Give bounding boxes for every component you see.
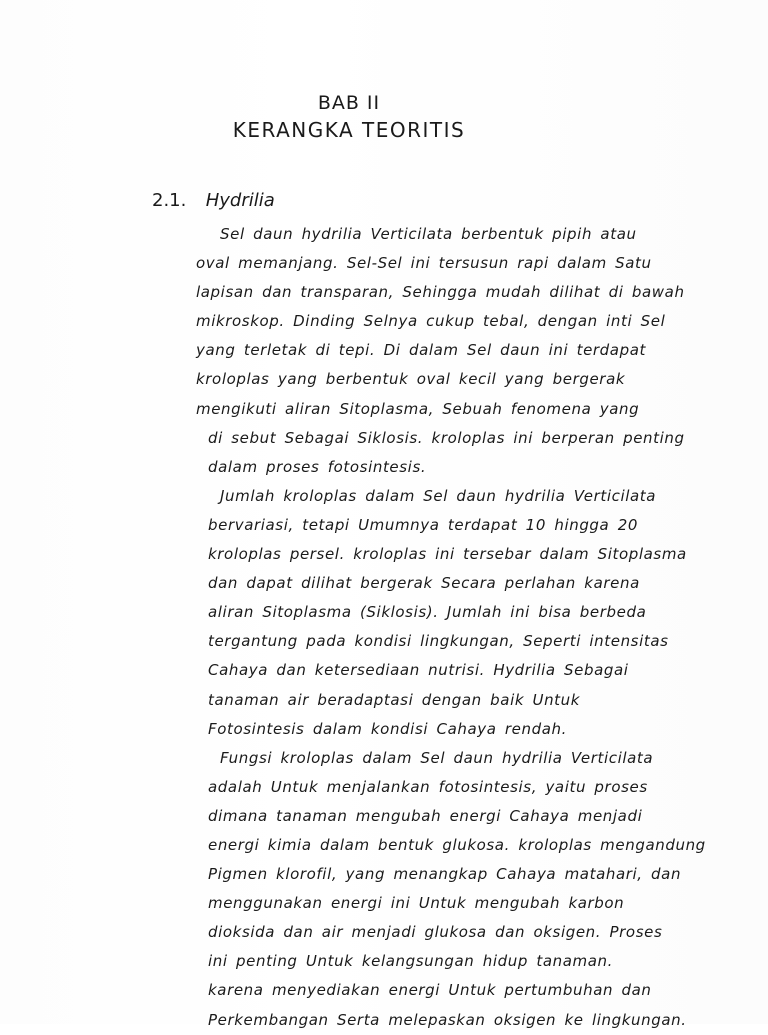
text-line: mengikuti aliran Sitoplasma, Sebuah fenomena yang <box>196 399 640 418</box>
text-line: mikroskop. Dinding Selnya cukup tebal, dengan inti Sel <box>196 312 666 331</box>
text-line: Fotosintesis dalam kondisi Cahaya rendah. <box>208 719 567 738</box>
text-line: dan dapat dilihat bergerak Secara perlahan karena <box>208 574 640 593</box>
text-line: dalam proses fotosintesis. <box>208 457 427 476</box>
handwritten-paragraphs <box>196 220 736 1035</box>
text-line: Fungsi kroloplas dalam Sel daun hydrilia Verticilata <box>220 748 654 767</box>
text-line: dioksida dan air menjadi glukosa dan oksigen. Proses <box>208 923 663 942</box>
text-line: kroloplas yang berbentuk oval kecil yang bergerak <box>196 370 626 389</box>
section-title: Hydrilia <box>205 190 275 211</box>
text-line: dimana tanaman mengubah energi Cahaya menjadi <box>208 806 643 825</box>
text-line: bervariasi, tetapi Umumnya terdapat 10 hingga 20 <box>208 515 639 534</box>
text-line: tergantung pada kondisi lingkungan, Seperti intensitas <box>208 632 669 651</box>
text-line: oval memanjang. Sel-Sel ini tersusun rapi dalam Satu <box>196 254 652 273</box>
text-line: ini penting Untuk kelangsungan hidup tanaman. <box>208 952 614 971</box>
text-line: energi kimia dalam bentuk glukosa. kroloplas mengandung <box>208 835 706 854</box>
chapter-title: KERANGKA TEORITIS <box>232 118 466 142</box>
text-line: di sebut Sebagai Siklosis. kroloplas ini berperan penting <box>208 428 685 447</box>
text-line: aliran Sitoplasma (Siklosis). Jumlah ini bisa berbeda <box>208 603 647 622</box>
chapter-label: BAB II <box>317 92 381 114</box>
text-line: Perkembangan Serta melepaskan oksigen ke lingkungan. <box>208 1010 687 1029</box>
text-line: Sel daun hydrilia Verticilata berbentuk pipih atau <box>220 225 637 243</box>
text-line: Cahaya dan ketersediaan nutrisi. Hydrilia Sebagai <box>208 661 629 680</box>
text-line: Pigmen klorofil, yang menangkap Cahaya matahari, dan <box>208 865 682 884</box>
text-line: adalah Untuk menjalankan fotosintesis, yaitu proses <box>208 777 648 796</box>
text-line: kroloplas persel. kroloplas ini tersebar dalam Sitoplasma <box>208 545 687 564</box>
text-line: Jumlah kroloplas dalam Sel daun hydrilia Verticilata <box>220 486 657 505</box>
section-number: 2.1. <box>152 190 187 211</box>
text-line: lapisan dan transparan, Sehingga mudah dilihat di bawah <box>196 283 685 302</box>
text-line: yang terletak di tepi. Di dalam Sel daun ini terdapat <box>196 341 646 360</box>
text-line: menggunakan energi ini Untuk mengubah karbon <box>208 894 625 913</box>
section-heading <box>152 190 275 211</box>
text-line: tanaman air beradaptasi dengan baik Untuk <box>208 690 581 709</box>
text-line: karena menyediakan energi Untuk pertumbuhan dan <box>208 981 652 1000</box>
